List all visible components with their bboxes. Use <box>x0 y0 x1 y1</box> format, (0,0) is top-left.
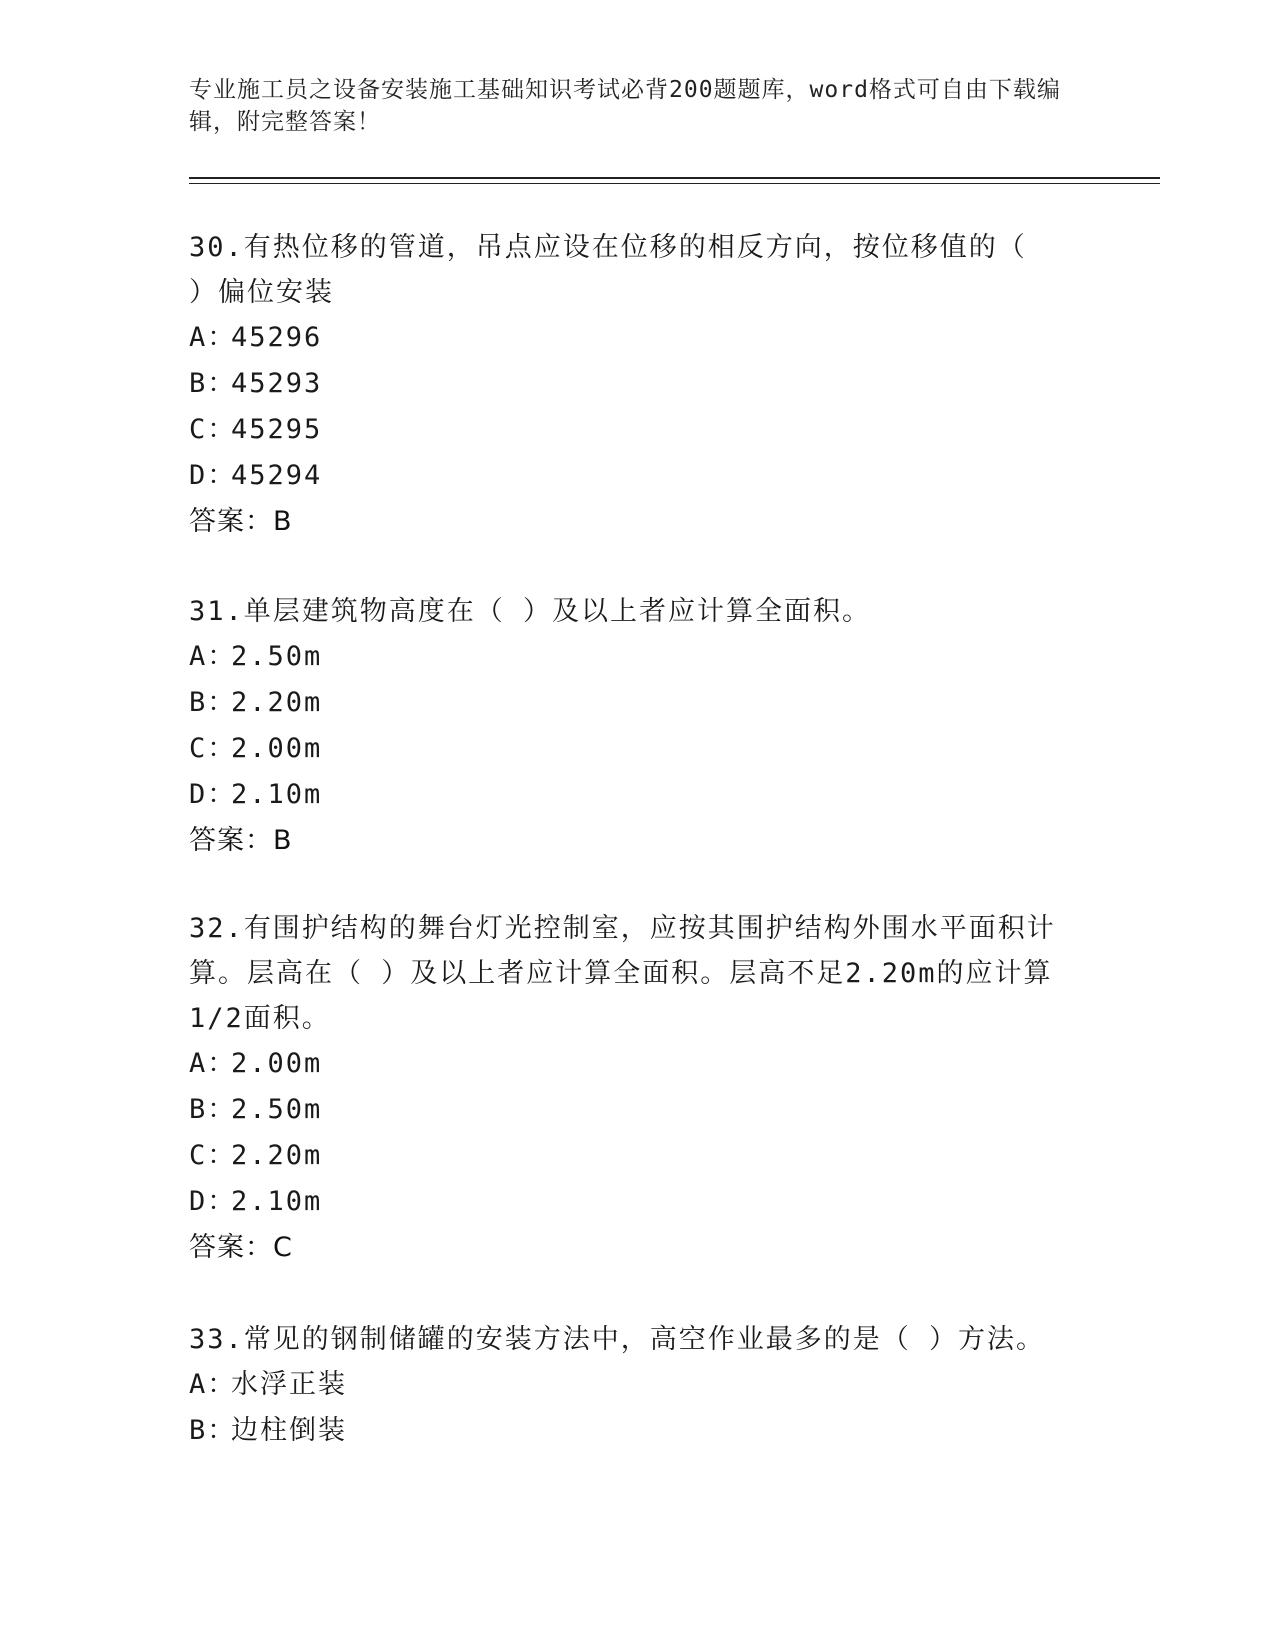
option-c: C：2.00m <box>189 733 323 764</box>
header-divider-thick <box>189 177 1160 179</box>
question-text: 33.常见的钢制储罐的安装方法中，高空作业最多的是（ ）方法。 <box>189 1324 1046 1355</box>
answer-label: 答案：C <box>189 1232 293 1263</box>
question-33 <box>189 1317 1089 1454</box>
option-b: B：2.20m <box>189 687 323 718</box>
option-b: B：边柱倒装 <box>189 1415 347 1446</box>
question-text: 30.有热位移的管道，吊点应设在位移的相反方向，按位移值的（ ）偏位安装 <box>189 232 1027 308</box>
option-d: D：2.10m <box>189 1186 323 1217</box>
question-text: 32.有围护结构的舞台灯光控制室，应按其围护结构外围水平面积计算。层高在（ ）及以上者应计算全面积。层高不足2.20m的应计算1/2面积。 <box>189 913 1056 1034</box>
option-b: B：2.50m <box>189 1094 323 1125</box>
question-text: 31.单层建筑物高度在（ ）及以上者应计算全面积。 <box>189 596 872 627</box>
option-a: A：2.50m <box>189 641 323 672</box>
answer-label: 答案：B <box>189 506 293 537</box>
question-30 <box>189 225 1089 545</box>
option-d: D：45294 <box>189 460 323 491</box>
option-a: A：45296 <box>189 322 323 353</box>
answer-label: 答案：B <box>189 825 293 856</box>
option-c: C：2.20m <box>189 1140 323 1171</box>
question-32 <box>189 906 1089 1271</box>
header-divider-thin <box>189 183 1160 184</box>
option-c: C：45295 <box>189 414 323 445</box>
option-a: A：水浮正装 <box>189 1369 347 1400</box>
question-31 <box>189 589 1089 864</box>
option-a: A：2.00m <box>189 1048 323 1079</box>
option-d: D：2.10m <box>189 779 323 810</box>
document-header: 专业施工员之设备安装施工基础知识考试必背200题题库，word格式可自由下载编辑，附完整答案！ <box>189 77 1061 135</box>
option-b: B：45293 <box>189 368 323 399</box>
